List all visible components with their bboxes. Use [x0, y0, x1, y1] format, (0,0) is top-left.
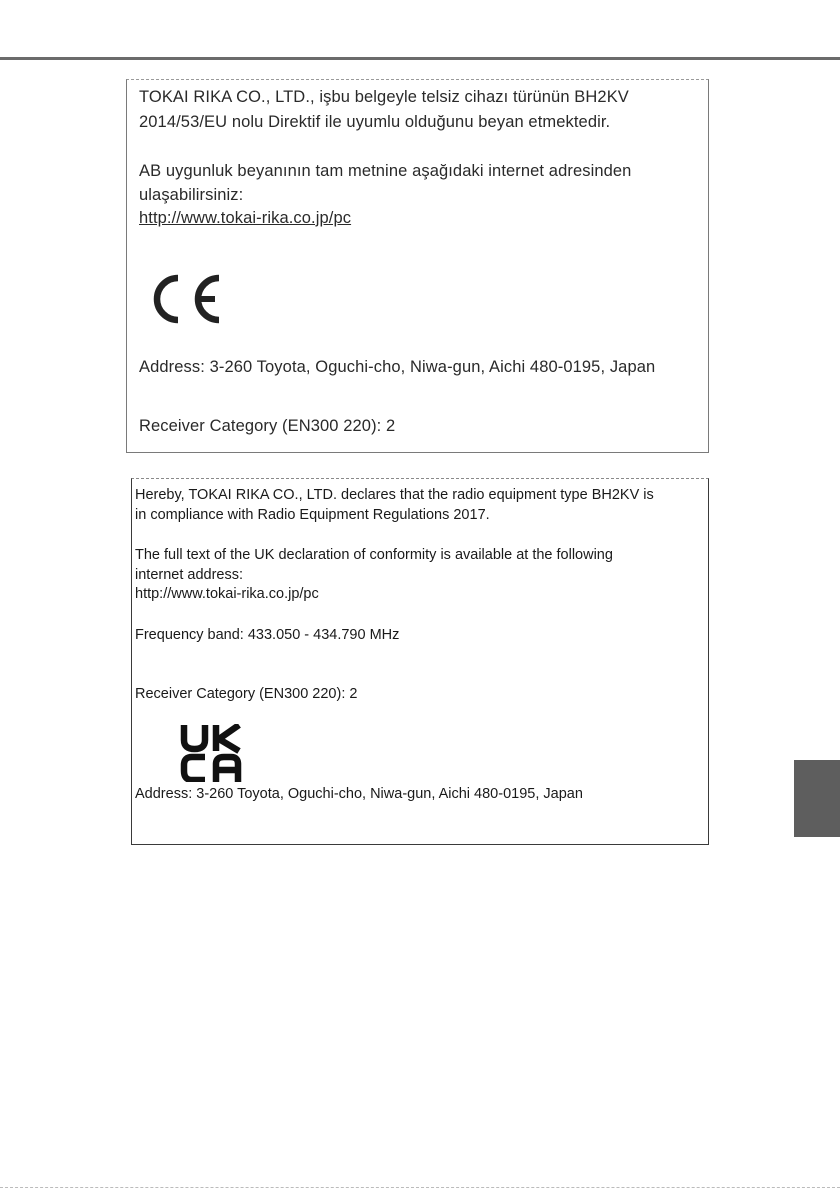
section-side-tab	[794, 760, 840, 837]
footer-rule	[0, 1187, 840, 1188]
uk-line-1: Hereby, TOKAI RIKA CO., LTD. declares that the radio equipment type BH2KV is	[135, 487, 654, 503]
tr-url-link[interactable]: http://www.tokai-rika.co.jp/pc	[139, 209, 352, 227]
uk-line-4: internet address:	[135, 567, 244, 583]
header-rule	[0, 57, 840, 60]
tr-line-3: AB uygunluk beyanının tam metnine aşağıdaki internet adresinden	[139, 162, 632, 180]
tr-line-2: 2014/53/EU nolu Direktif ile uyumlu olduğunu beyan etmektedir.	[139, 113, 611, 131]
tr-address: Address: 3-260 Toyota, Oguchi-cho, Niwa-gun, Aichi 480-0195, Japan	[139, 358, 656, 376]
uk-address: Address: 3-260 Toyota, Oguchi-cho, Niwa-gun, Aichi 480-0195, Japan	[135, 786, 583, 802]
uk-receiver-category: Receiver Category (EN300 220): 2	[135, 686, 358, 702]
tr-line-4: ulaşabilirsiniz:	[139, 186, 244, 204]
uk-frequency-band: Frequency band: 433.050 - 434.790 MHz	[135, 627, 400, 643]
turkish-declaration-box	[126, 79, 709, 453]
uk-url-link[interactable]: http://www.tokai-rika.co.jp/pc	[135, 586, 319, 602]
uk-line-2: in compliance with Radio Equipment Regulations 2017.	[135, 507, 490, 523]
tr-line-1: TOKAI RIKA CO., LTD., işbu belgeyle telsiz cihazı türünün BH2KV	[139, 88, 629, 106]
uk-declaration-box	[131, 478, 709, 845]
ce-mark-icon	[147, 272, 223, 326]
tr-receiver-category: Receiver Category (EN300 220): 2	[139, 417, 396, 435]
uk-line-3: The full text of the UK declaration of conformity is available at the following	[135, 547, 613, 563]
ukca-mark-icon	[180, 724, 242, 782]
